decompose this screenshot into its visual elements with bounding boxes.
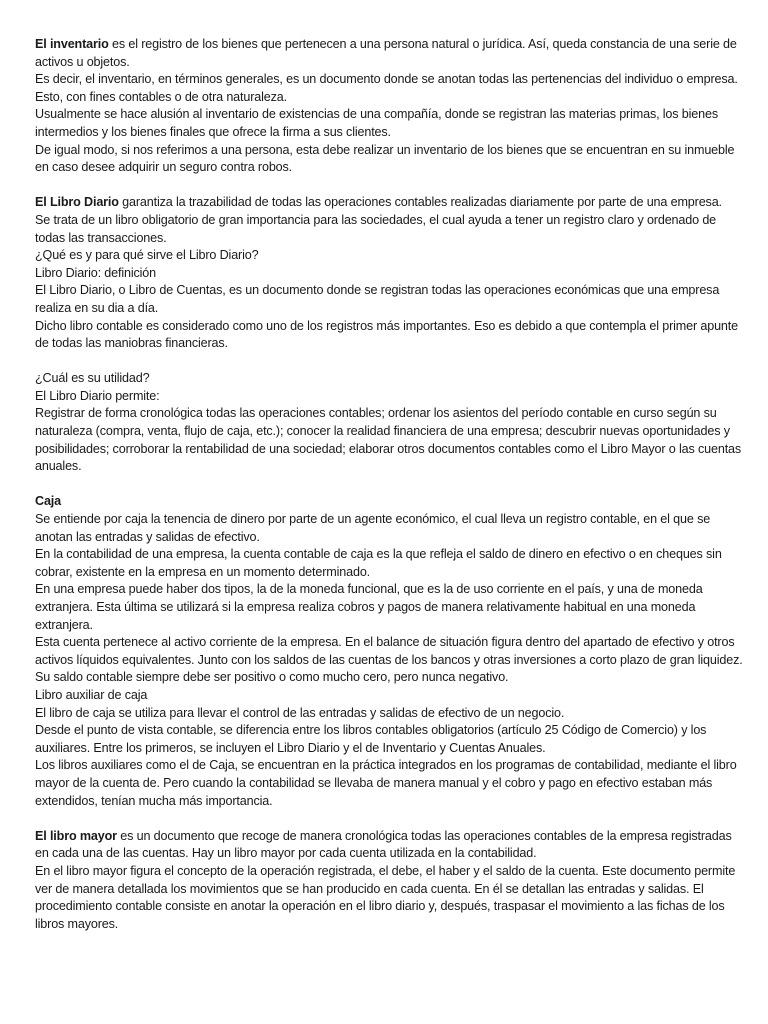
paragraph: Se trata de un libro obligatorio de gran importancia para las sociedades, el cual ayuda a tener un registro claro y ordenado de todas las transacciones. [35, 212, 717, 245]
paragraph: En una empresa puede haber dos tipos, la de la moneda funcional, que es la de uso corriente en el país, y una de moneda extranjera. Esta última se utilizará si la empresa realiza cobros y pagos de manera relativamente habitual en una moneda extranjera. [35, 582, 703, 632]
paragraph: Su saldo contable siempre debe ser positivo o como mucho cero, pero nunca negativo. [35, 670, 509, 685]
document-page [35, 36, 743, 933]
section-libro-diario [35, 194, 743, 476]
spacer [35, 353, 743, 371]
paragraph: El libro mayor es un documento que recoge de manera cronológica todas las operaciones contables de la empresa registradas en cada una de las cuentas. Hay un libro mayor por cada cuenta utilizada en la contabilidad. [35, 828, 732, 861]
paragraph: En la contabilidad de una empresa, la cuenta contable de caja es la que refleja el saldo de dinero en efectivo o en cheques sin cobrar, existente en la empresa en un momento determinado. [35, 547, 722, 579]
term-libro-mayor: El libro mayor [35, 828, 117, 843]
spacer [35, 810, 743, 828]
subheading: El Libro Diario permite: [35, 388, 160, 403]
paragraph: Se entiende por caja la tenencia de dinero por parte de un agente económico, el cual lleva un registro contable, en el que se anotan las entradas y salidas de efectivo. [35, 512, 711, 544]
paragraph: El Libro Diario garantiza la trazabilidad de todas las operaciones contables realizadas diariamente por parte de una empresa. [35, 195, 722, 210]
section-caja [35, 493, 743, 810]
spacer [35, 476, 743, 494]
spacer [35, 177, 743, 195]
paragraph: El inventario es el registro de los bienes que pertenecen a una persona natural o jurídica. Así, queda constancia de una serie de activos u objetos. [35, 37, 737, 69]
paragraph: Desde el punto de vista contable, se diferencia entre los libros contables obligatorios (artículo 25 Código de Comercio) y los auxiliares. Entre los primeros, se incluyen el Libro Diario y el de Inventario y Cuentas Anuales. [35, 723, 707, 755]
paragraph: Los libros auxiliares como el de Caja, se encuentran en la práctica integrados en los programas de contabilidad, mediante el libro mayor de la cuenta de. Pero cuando la contabilidad se llevaba de manera manual y el cobro y pago en efectivo estaban más extendidos, tenían mucha más importancia. [35, 758, 737, 808]
term-libro-diario: El Libro Diario [35, 195, 119, 210]
term-inventario: El inventario [35, 37, 109, 51]
section-heading-caja: Caja [35, 494, 62, 509]
section-libro-mayor [35, 828, 743, 934]
paragraph: En el libro mayor figura el concepto de la operación registrada, el debe, el haber y el saldo de la cuenta. Este documento permite ver de manera detallada los movimientos que se han producido en cada cuenta. En él se detallan las entradas y salidas. El procedimiento contable consiste en anotar la operación en el libro diario y, después, traspasar el movimiento a las fichas de los libros mayores. [35, 863, 736, 931]
subheading: Libro Diario: definición [35, 265, 157, 280]
paragraph: Esta cuenta pertenece al activo corriente de la empresa. En el balance de situación figura dentro del apartado de efectivo y otros activos líquidos equivalentes. Junto con los saldos de las cuentas de los bancos y otras inversiones a corto plazo de gran liquidez. [35, 635, 743, 667]
paragraph: El Libro Diario, o Libro de Cuentas, es un documento donde se registran todas las operaciones económicas que una empresa realiza en su dia a día. [35, 283, 720, 315]
section-inventario [35, 36, 743, 177]
paragraph: El libro de caja se utiliza para llevar el control de las entradas y salidas de efectivo de un negocio. [35, 705, 565, 720]
subheading: Libro auxiliar de caja [35, 687, 148, 702]
paragraph: Registrar de forma cronológica todas las operaciones contables; ordenar los asientos del período contable en curso según su naturaleza (compra, venta, flujo de caja, etc.); conocer la realidad financiera de una empresa; descubrir nuevas oportunidades y posibilidades; corroborar la rentabilidad de una sociedad; elaborar otros documentos contables como el Libro Mayor o las cuentas anuales. [35, 406, 742, 474]
question-line: ¿Qué es y para qué sirve el Libro Diario? [35, 248, 259, 263]
paragraph: Usualmente se hace alusión al inventario de existencias de una compañía, donde se registran las materias primas, los bienes intermedios y los bienes finales que ofrece la firma a sus clientes. [35, 107, 718, 139]
question-line: ¿Cuál es su utilidad? [35, 371, 150, 386]
paragraph: Dicho libro contable es considerado como uno de los registros más importantes. Eso es debido a que contempla el primer apunte de todas las maniobras financieras. [35, 318, 738, 351]
paragraph: Es decir, el inventario, en términos generales, es un documento donde se anotan todas las pertenencias del individuo o empresa. Esto, con fines contables o de otra naturaleza. [35, 72, 738, 104]
paragraph: De igual modo, si nos referimos a una persona, esta debe realizar un inventario de los bienes que se encuentran en su inmueble en caso desee adquirir un seguro contra robos. [35, 142, 735, 175]
